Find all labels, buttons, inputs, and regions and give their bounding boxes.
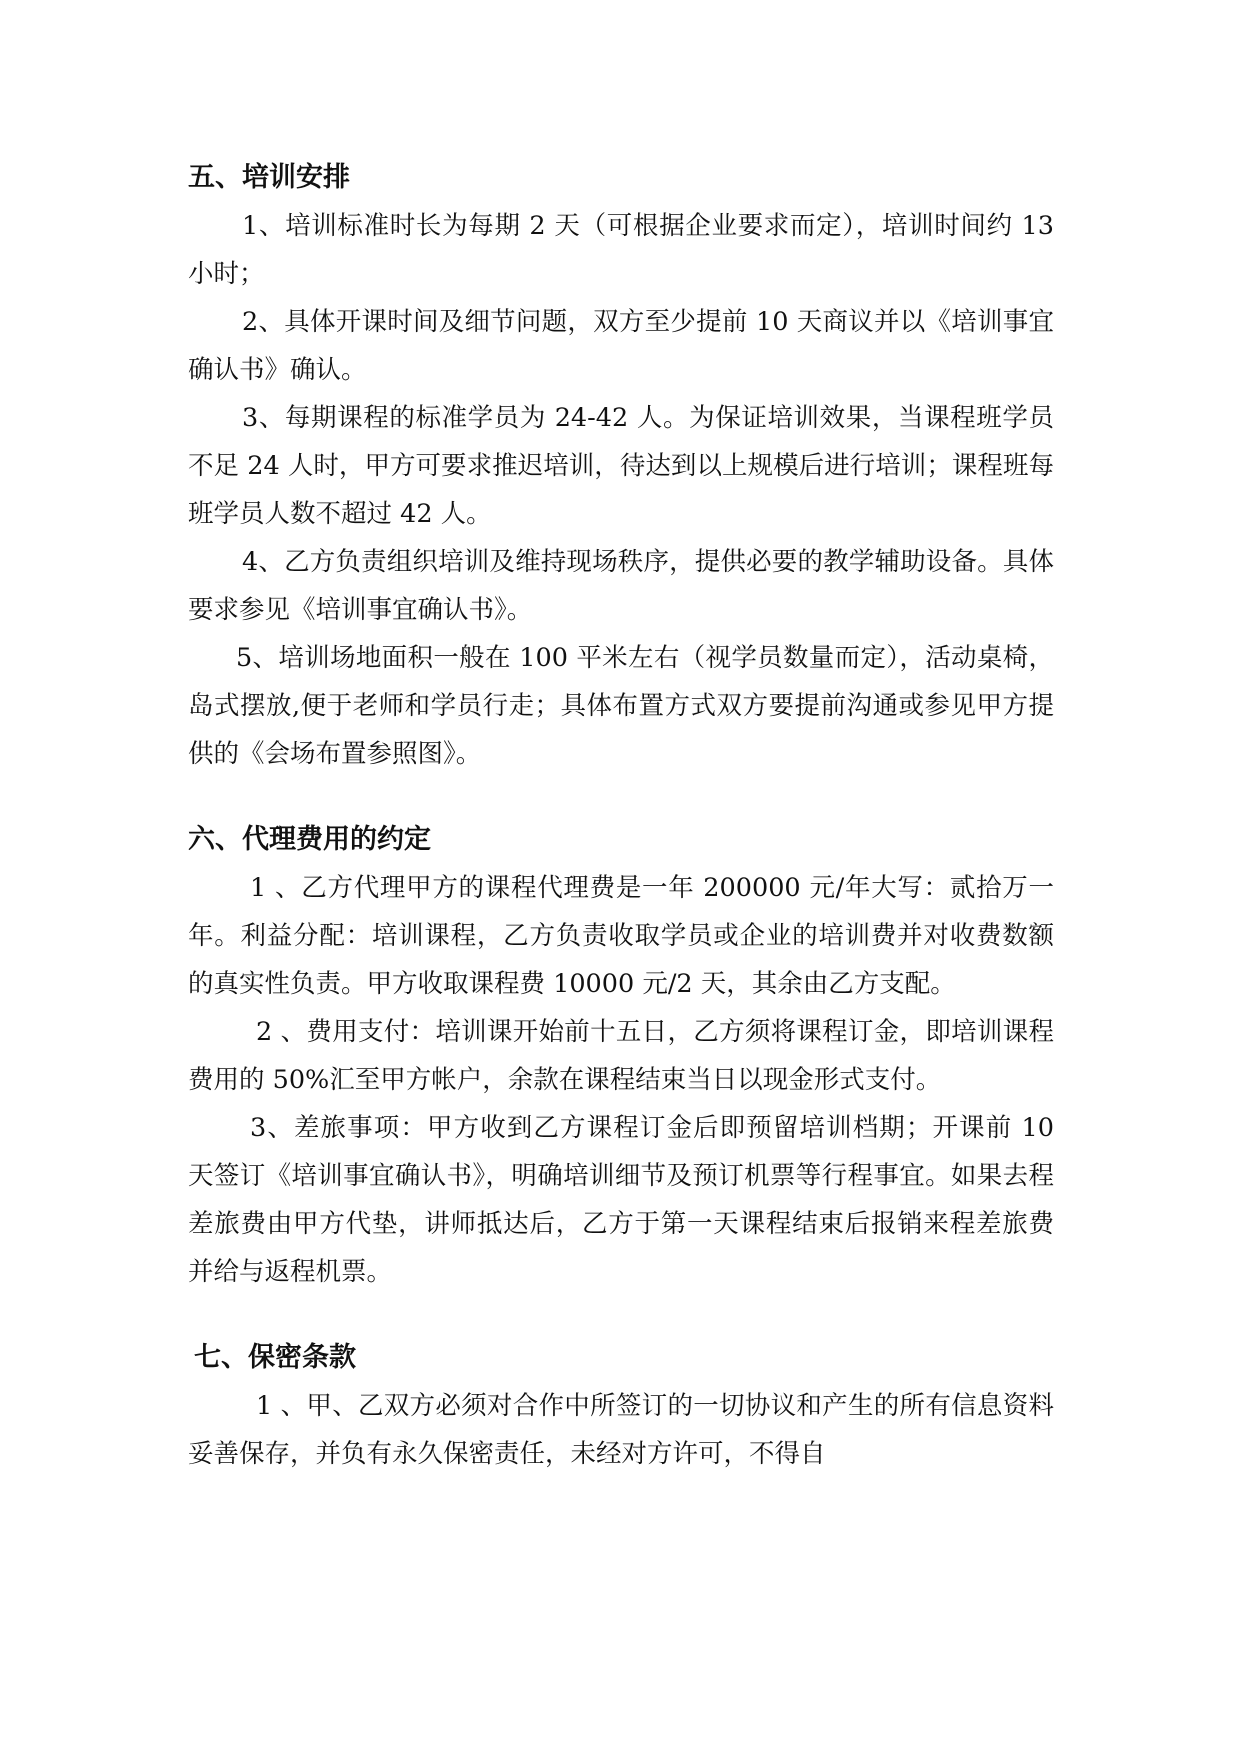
paragraph: 5、培训场地面积一般在 100 平米左右（视学员数量而定），活动桌椅，岛式摆放,便于老师和学员行走；具体布置方式双方要提前沟通或参见甲方提供的《会场布置参照图》。 <box>188 643 1054 769</box>
paragraph: 2、具体开课时间及细节问题，双方至少提前 10 天商议并以《培训事宜确认书》确认。 <box>188 307 1054 385</box>
section-spacer <box>188 778 1054 816</box>
section-agency-fees <box>188 816 1054 1296</box>
section-heading: 七、保密条款 <box>194 1342 356 1373</box>
paragraph: 2 、费用支付：培训课开始前十五日，乙方须将课程订金，即培训课程费用的 50%汇至甲方帐户，余款在课程结束当日以现金形式支付。 <box>188 1017 1054 1095</box>
paragraph: 3、每期课程的标准学员为 24-42 人。为保证培训效果，当课程班学员不足 24 人时，甲方可要求推迟培训，待达到以上规模后进行培训；课程班每班学员人数不超过 42 人。 <box>188 403 1054 529</box>
paragraph: 3、差旅事项：甲方收到乙方课程订金后即预留培训档期；开课前 10 天签订《培训事宜确认书》，明确培训细节及预订机票等行程事宜。如果去程差旅费由甲方代垫，讲师抵达后，乙方于第一天课程结束后报销来程差旅费并给与返程机票。 <box>188 1113 1054 1287</box>
section-spacer <box>188 1296 1054 1334</box>
document-body <box>188 154 1054 1478</box>
section-confidentiality <box>188 1334 1054 1478</box>
paragraph: 1、培训标准时长为每期 2 天（可根据企业要求而定），培训时间约 13 小时； <box>188 211 1054 289</box>
section-heading: 六、代理费用的约定 <box>188 824 431 855</box>
section-training-arrangement <box>188 154 1054 778</box>
section-heading: 五、培训安排 <box>188 162 350 193</box>
paragraph: 4、乙方负责组织培训及维持现场秩序，提供必要的教学辅助设备。具体要求参见《培训事宜确认书》。 <box>188 547 1054 625</box>
paragraph: 1 、乙方代理甲方的课程代理费是一年 200000 元/年大写：贰拾万一年。利益分配：培训课程，乙方负责收取学员或企业的培训费并对收费数额的真实性负责。甲方收取课程费 10000 元/2 天，其余由乙方支配。 <box>188 873 1054 999</box>
paragraph: 1 、甲、乙双方必须对合作中所签订的一切协议和产生的所有信息资料妥善保存，并负有永久保密责任，未经对方许可，不得自 <box>188 1391 1054 1469</box>
